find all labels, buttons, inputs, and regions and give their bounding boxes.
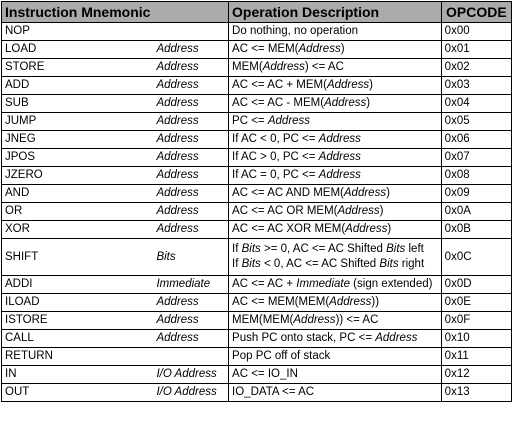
opcode-cell: 0x0D	[441, 276, 511, 294]
description-line	[232, 222, 438, 237]
description-text: If AC < 0, PC <=	[232, 133, 319, 145]
operand-cell: Address	[153, 294, 228, 312]
description-operand-text: Address	[343, 187, 387, 199]
opcode-cell: 0x11	[441, 348, 511, 366]
description-operand-text: Address	[345, 223, 388, 235]
description-line	[232, 60, 438, 75]
description-cell	[229, 312, 442, 330]
description-text: AC <= IO_IN	[232, 368, 298, 380]
mnemonic-cell: OUT	[2, 384, 154, 402]
table-body	[2, 23, 512, 402]
description-operand-text: Address	[375, 332, 418, 344]
description-cell	[229, 221, 442, 239]
table-row	[2, 348, 512, 366]
description-line	[232, 186, 438, 201]
description-operand-text: Address	[324, 97, 367, 109]
description-text: )	[379, 205, 384, 217]
description-cell	[229, 77, 442, 95]
operand-cell: Bits	[153, 239, 228, 276]
description-cell	[229, 348, 442, 366]
operand-cell: Address	[153, 185, 228, 203]
operand-cell: I/O Address	[153, 366, 228, 384]
description-cell	[229, 276, 442, 294]
description-text: If	[232, 243, 242, 255]
description-line	[232, 242, 438, 257]
table-row	[2, 149, 512, 167]
operand-cell	[153, 348, 228, 366]
description-operand-text: Address	[318, 133, 361, 145]
description-cell	[229, 59, 442, 77]
description-text: left	[405, 243, 424, 255]
mnemonic-cell: OR	[2, 203, 154, 221]
description-operand-text: Bits	[386, 243, 406, 255]
operand-cell	[153, 23, 228, 41]
description-line	[232, 349, 438, 364]
description-line	[232, 114, 438, 129]
description-text: MEM(MEM(	[232, 314, 294, 326]
operand-cell: Address	[153, 203, 228, 221]
table-row	[2, 239, 512, 276]
table-row	[2, 113, 512, 131]
table-row	[2, 95, 512, 113]
operand-cell: Address	[153, 95, 228, 113]
opcode-cell: 0x07	[441, 149, 511, 167]
mnemonic-cell: ISTORE	[2, 312, 154, 330]
description-line	[232, 257, 438, 272]
operand-cell: Address	[153, 330, 228, 348]
table-row	[2, 221, 512, 239]
mnemonic-cell: SHIFT	[2, 239, 154, 276]
mnemonic-cell: AND	[2, 185, 154, 203]
instruction-table-container	[1, 1, 512, 402]
header-opcode: OPCODE	[441, 2, 511, 23]
table-row	[2, 131, 512, 149]
instruction-set-table	[1, 1, 512, 402]
description-text: right	[398, 258, 425, 270]
description-text: If AC = 0, PC <=	[232, 169, 319, 181]
mnemonic-cell: ADDI	[2, 276, 154, 294]
description-line	[232, 96, 438, 111]
table-row	[2, 276, 512, 294]
description-text: AC <= AC - MEM(	[232, 97, 325, 109]
description-text: ))	[371, 296, 380, 308]
header-operand	[153, 2, 228, 23]
description-operand-text: Address	[267, 115, 311, 127]
description-cell	[229, 384, 442, 402]
description-text: )	[340, 43, 345, 55]
description-cell	[229, 95, 442, 113]
description-operand-text: Address	[318, 169, 361, 181]
opcode-cell: 0x01	[441, 41, 511, 59]
description-text: )	[366, 97, 371, 109]
description-text: )) <= AC	[335, 314, 379, 326]
description-operand-text: Bits	[241, 243, 261, 255]
description-operand-text: Address	[326, 79, 370, 91]
mnemonic-cell: CALL	[2, 330, 154, 348]
description-line	[232, 331, 438, 346]
opcode-cell: 0x10	[441, 330, 511, 348]
description-line	[232, 78, 438, 93]
description-text: AC <= AC +	[232, 278, 297, 290]
mnemonic-cell: ILOAD	[2, 294, 154, 312]
mnemonic-cell: ADD	[2, 77, 154, 95]
description-line	[232, 168, 438, 183]
description-cell	[229, 366, 442, 384]
operand-cell: Address	[153, 41, 228, 59]
mnemonic-cell: JPOS	[2, 149, 154, 167]
mnemonic-cell: JZERO	[2, 167, 154, 185]
mnemonic-cell: RETURN	[2, 348, 154, 366]
description-cell	[229, 23, 442, 41]
operand-cell: Address	[153, 149, 228, 167]
operand-cell: I/O Address	[153, 384, 228, 402]
description-text: )	[386, 187, 390, 199]
description-operand-text: Address	[318, 151, 361, 163]
mnemonic-cell: JNEG	[2, 131, 154, 149]
description-cell	[229, 239, 442, 276]
opcode-cell: 0x0B	[441, 221, 511, 239]
description-text: If	[232, 258, 242, 270]
opcode-cell: 0x00	[441, 23, 511, 41]
header-operation-description: Operation Description	[229, 2, 442, 23]
description-operand-text: Immediate	[296, 278, 350, 290]
description-cell	[229, 294, 442, 312]
opcode-cell: 0x12	[441, 366, 511, 384]
opcode-cell: 0x06	[441, 131, 511, 149]
opcode-cell: 0x0C	[441, 239, 511, 276]
description-operand-text: Address	[298, 43, 341, 55]
operand-cell: Address	[153, 113, 228, 131]
table-row	[2, 185, 512, 203]
operand-cell: Immediate	[153, 276, 228, 294]
table-row	[2, 366, 512, 384]
header-instruction-mnemonic: Instruction Mnemonic	[2, 2, 154, 23]
description-operand-text: Address	[293, 314, 336, 326]
table-row	[2, 330, 512, 348]
description-text: Pop PC off of stack	[232, 350, 331, 362]
description-text: AC <= MEM(	[232, 43, 299, 55]
description-text: ) <= AC	[304, 61, 344, 73]
operand-cell: Address	[153, 312, 228, 330]
opcode-cell: 0x0F	[441, 312, 511, 330]
opcode-cell: 0x02	[441, 59, 511, 77]
mnemonic-cell: XOR	[2, 221, 154, 239]
table-row	[2, 312, 512, 330]
table-row	[2, 167, 512, 185]
description-text: AC <= AC + MEM(	[232, 79, 327, 91]
description-cell	[229, 113, 442, 131]
header-row	[2, 2, 512, 23]
mnemonic-cell: NOP	[2, 23, 154, 41]
description-text: MEM(	[232, 61, 263, 73]
description-operand-text: Address	[329, 296, 372, 308]
operand-cell: Address	[153, 77, 228, 95]
opcode-cell: 0x03	[441, 77, 511, 95]
mnemonic-cell: IN	[2, 366, 154, 384]
opcode-cell: 0x13	[441, 384, 511, 402]
description-text: PC <=	[232, 115, 268, 127]
description-text: (sign extended)	[349, 278, 433, 290]
description-cell	[229, 131, 442, 149]
description-line	[232, 295, 438, 310]
description-cell	[229, 203, 442, 221]
description-operand-text: Bits	[379, 258, 399, 270]
description-text: Push PC onto stack, PC <=	[232, 332, 376, 344]
description-cell	[229, 185, 442, 203]
description-line	[232, 313, 438, 328]
table-row	[2, 41, 512, 59]
description-text: AC <= AC AND MEM(	[232, 187, 344, 199]
opcode-cell: 0x08	[441, 167, 511, 185]
description-operand-text: Address	[262, 61, 305, 73]
description-text: AC <= AC OR MEM(	[232, 205, 338, 217]
description-line	[232, 367, 438, 382]
description-line	[232, 385, 438, 400]
description-cell	[229, 167, 442, 185]
mnemonic-cell: LOAD	[2, 41, 154, 59]
description-line	[232, 150, 438, 165]
operand-cell: Address	[153, 59, 228, 77]
description-line	[232, 24, 438, 39]
description-text: AC <= AC XOR MEM(	[232, 223, 346, 235]
table-row	[2, 294, 512, 312]
description-text: If AC > 0, PC <=	[232, 151, 319, 163]
description-cell	[229, 149, 442, 167]
description-text: IO_DATA <= AC	[232, 386, 315, 398]
description-text: )	[369, 79, 373, 91]
description-text: Do nothing, no operation	[232, 25, 359, 37]
description-operand-text: Bits	[241, 258, 261, 270]
opcode-cell: 0x0E	[441, 294, 511, 312]
operand-cell: Address	[153, 167, 228, 185]
mnemonic-cell: STORE	[2, 59, 154, 77]
description-text: >= 0, AC <= AC Shifted	[260, 243, 387, 255]
operand-cell: Address	[153, 221, 228, 239]
table-row	[2, 384, 512, 402]
operand-cell: Address	[153, 131, 228, 149]
description-line	[232, 42, 438, 57]
table-row	[2, 203, 512, 221]
mnemonic-cell: JUMP	[2, 113, 154, 131]
opcode-cell: 0x05	[441, 113, 511, 131]
mnemonic-cell: SUB	[2, 95, 154, 113]
description-operand-text: Address	[337, 205, 380, 217]
description-line	[232, 132, 438, 147]
opcode-cell: 0x0A	[441, 203, 511, 221]
description-line	[232, 204, 438, 219]
description-cell	[229, 330, 442, 348]
opcode-cell: 0x04	[441, 95, 511, 113]
description-text: < 0, AC <= AC Shifted	[260, 258, 380, 270]
description-text: AC <= MEM(MEM(	[232, 296, 330, 308]
opcode-cell: 0x09	[441, 185, 511, 203]
table-row	[2, 23, 512, 41]
table-row	[2, 77, 512, 95]
description-line	[232, 277, 438, 292]
description-text: )	[387, 223, 392, 235]
table-row	[2, 59, 512, 77]
description-cell	[229, 41, 442, 59]
